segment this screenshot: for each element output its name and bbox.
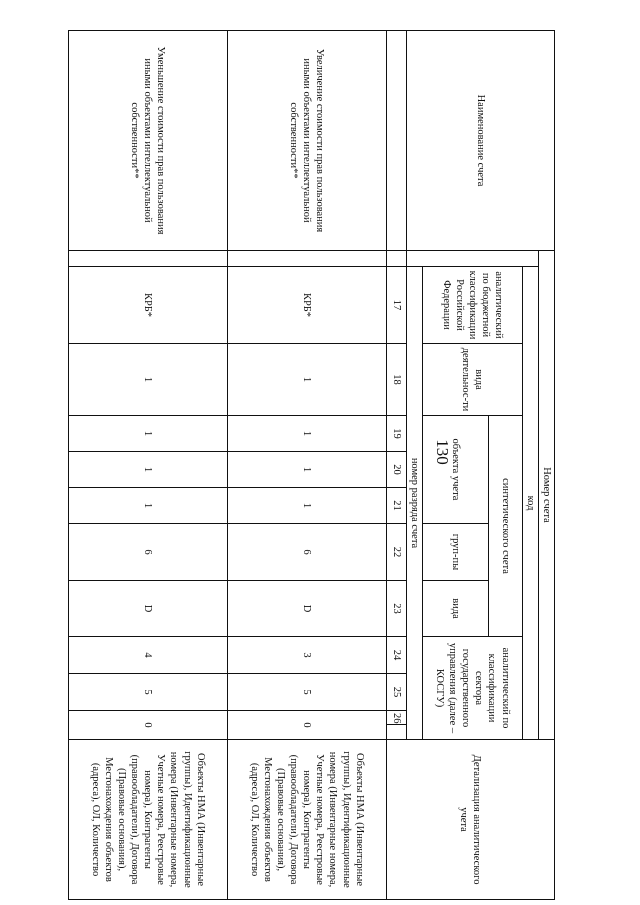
row-c24: 3 xyxy=(227,637,386,674)
row-c19: 1 xyxy=(227,416,386,452)
row-account-name: Увеличение стоимости прав пользования иными объектами интеллектуальной собственности** xyxy=(227,31,386,251)
header-budget-classification: аналитический по бюджетной классификации Российской Федерации xyxy=(422,267,522,344)
row-c19: 1 xyxy=(68,416,227,452)
col-number-20: 20 xyxy=(386,452,406,488)
table-row xyxy=(227,31,386,900)
table-row xyxy=(68,31,227,900)
header-synthetic-account: синтетического счета xyxy=(488,416,522,637)
col-number-blank-right xyxy=(386,725,406,740)
row-account-name: Уменьшение стоимости прав пользования иными объектами интеллектуальной собственности** xyxy=(68,31,227,251)
row-c17: КРБ* xyxy=(227,267,386,344)
row-c26: 0 xyxy=(68,711,227,740)
row-c22: 6 xyxy=(68,524,227,581)
row-c20: 1 xyxy=(68,452,227,488)
col-number-23: 23 xyxy=(386,581,406,637)
header-account-number: Номер счета xyxy=(538,251,554,740)
header-kind: вида xyxy=(422,581,488,637)
accounts-table xyxy=(68,30,555,900)
row-c18: 1 xyxy=(68,344,227,416)
row-c24: 4 xyxy=(68,637,227,674)
col-number-blank xyxy=(386,31,406,251)
row-c17: КРБ* xyxy=(68,267,227,344)
row-c21: 1 xyxy=(68,488,227,524)
row-detail: Объекты НМА (Инвентарные группы), Идентификационные номера (Инвентарные номера, Учетные номера, Реестровые номера), Контрагенты (правообладатели), Договора (Правовые основания), Местонахождения объектов (адреса), ОЛ, Количество xyxy=(227,740,386,900)
page-number: 130 xyxy=(433,439,452,465)
col-number-17: 17 xyxy=(386,267,406,344)
col-number-spacer xyxy=(386,251,406,267)
rotated-table-area xyxy=(70,30,555,895)
col-number-18: 18 xyxy=(386,344,406,416)
row-spacer xyxy=(68,251,227,267)
row-c25: 5 xyxy=(68,674,227,711)
table-rotator xyxy=(70,30,555,895)
header-digit-number: номер разряда счета xyxy=(406,267,422,740)
header-row-number xyxy=(538,31,554,900)
row-c26: 0 xyxy=(227,711,386,740)
row-c23: D xyxy=(68,581,227,637)
col-number-24: 24 xyxy=(386,637,406,674)
col-number-25: 25 xyxy=(386,674,406,711)
col-number-21: 21 xyxy=(386,488,406,524)
row-detail: Объекты НМА (Инвентарные группы), Идентификационные номера (Инвентарные номера, Учетные номера, Реестровые номера), Контрагенты (правообладатели), Договора (Правовые основания), Местонахождения объектов (адреса), ОЛ, Количество xyxy=(68,740,227,900)
row-c23: D xyxy=(227,581,386,637)
header-spacer xyxy=(406,251,538,267)
header-kosgu: аналитический по классификации сектора государственного управления (далее – КОСГУ) xyxy=(422,637,522,740)
row-spacer xyxy=(227,251,386,267)
col-number-19: 19 xyxy=(386,416,406,452)
header-activity-type: вида деятельнос-ти xyxy=(422,344,522,416)
row-c22: 6 xyxy=(227,524,386,581)
header-account-name: Наименование счета xyxy=(406,31,554,251)
header-kod: код xyxy=(522,267,538,740)
col-number-22: 22 xyxy=(386,524,406,581)
header-group: груп-пы xyxy=(422,524,488,581)
row-c25: 5 xyxy=(227,674,386,711)
row-c18: 1 xyxy=(227,344,386,416)
row-c21: 1 xyxy=(227,488,386,524)
row-c20: 1 xyxy=(227,452,386,488)
header-object: объекта учета xyxy=(422,416,488,524)
header-detail: Детализация аналитического учета xyxy=(386,740,554,900)
col-number-26: 26 xyxy=(386,711,406,725)
